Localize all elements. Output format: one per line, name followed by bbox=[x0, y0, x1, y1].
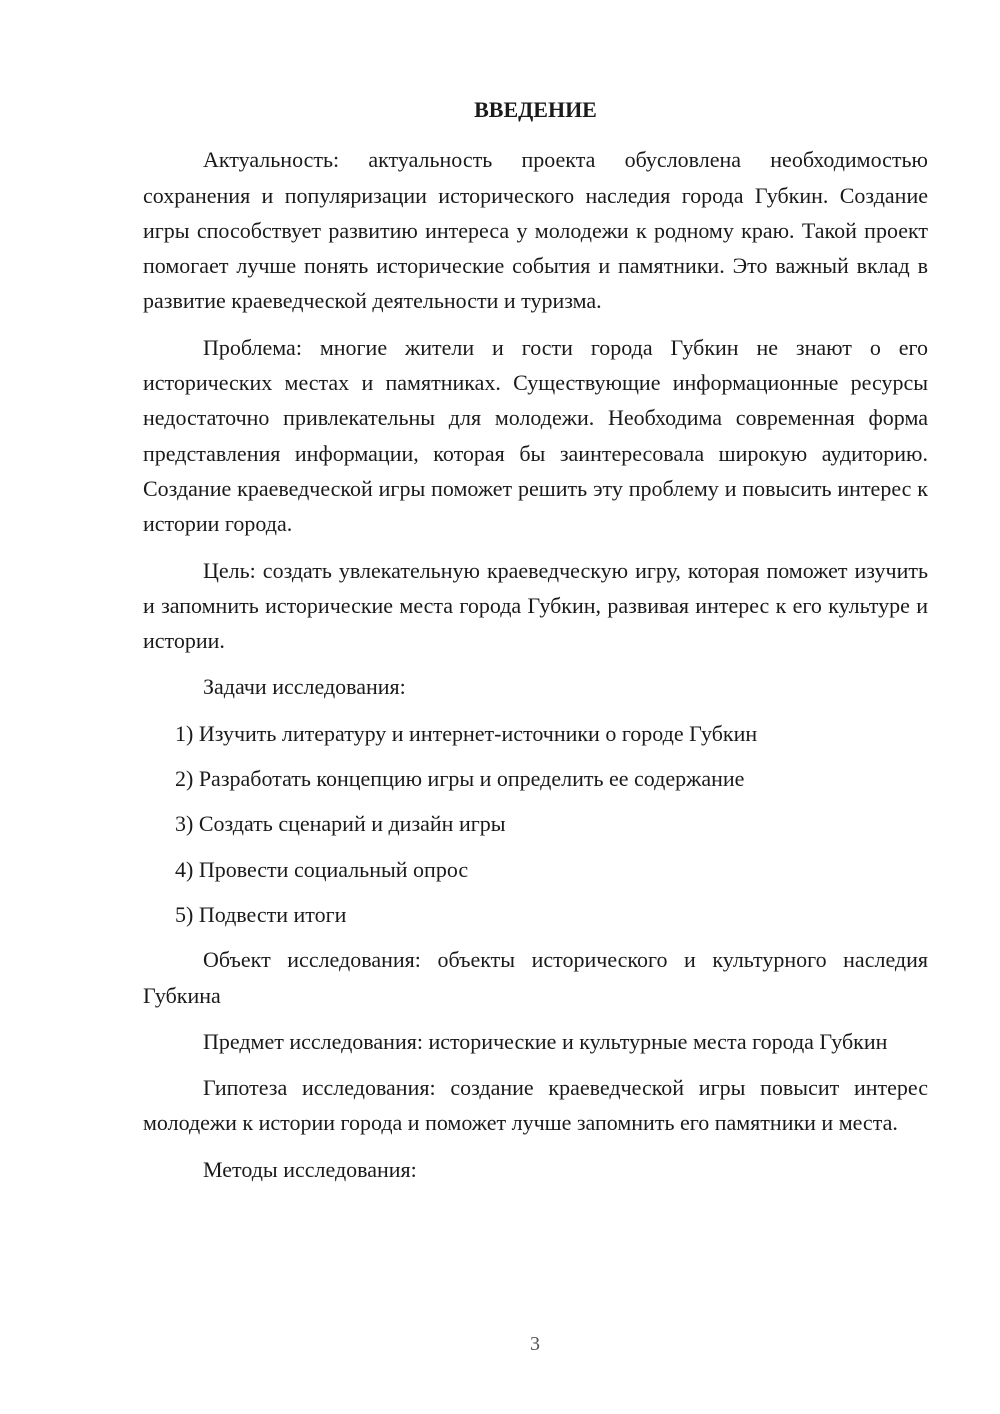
list-item: 2) Разработать концепцию игры и определить ее содержание bbox=[175, 766, 745, 792]
problem-paragraph: Проблема: многие жители и гости города Губкин не знают о его исторических местах и памятниках. Существующие информационные ресурсы недостаточно привлекательны для молодежи. Необходима современная форма представления информации, которая бы заинтересовала широкую аудиторию. Создание краеведческой игры поможет решить эту проблему и повысить интерес к истории города. bbox=[143, 334, 928, 537]
section-title: ВВЕДЕНИЕ bbox=[474, 97, 597, 122]
list-item: 5) Подвести итоги bbox=[175, 901, 347, 927]
list-item: 1) Изучить литературу и интернет-источники о городе Губкин bbox=[175, 720, 758, 746]
goal-paragraph: Цель: создать увлекательную краеведческую игру, которая поможет изучить и запомнить исторические места города Губкин, развивая интерес к его культуре и истории. bbox=[143, 557, 928, 654]
tasks-list bbox=[143, 716, 928, 932]
methods-heading: Методы исследования: bbox=[203, 1156, 417, 1182]
tasks-heading: Задачи исследования: bbox=[203, 674, 406, 700]
object-paragraph: Объект исследования: объекты исторического и культурного наследия Губкина bbox=[143, 947, 928, 1008]
list-item: 4) Провести социальный опрос bbox=[175, 856, 469, 882]
subject-paragraph: Предмет исследования: исторические и культурные места города Губкин bbox=[203, 1028, 888, 1054]
relevance-paragraph: Актуальность: актуальность проекта обусловлена необходимостью сохранения и популяризации исторического наследия города Губкин. Создание игры способствует развитию интереса у молодежи к родному краю. Такой проект помогает лучше понять исторические события и памятники. Это важный вклад в развитие краеведческой деятельности и туризма. bbox=[143, 147, 928, 314]
page-number: 3 bbox=[530, 1333, 540, 1355]
list-item: 3) Создать сценарий и дизайн игры bbox=[175, 811, 506, 837]
document-body bbox=[143, 92, 928, 1198]
hypothesis-paragraph: Гипотеза исследования: создание краеведческой игры повысит интерес молодежи к истории города и поможет лучше запомнить его памятники и места. bbox=[143, 1075, 928, 1136]
